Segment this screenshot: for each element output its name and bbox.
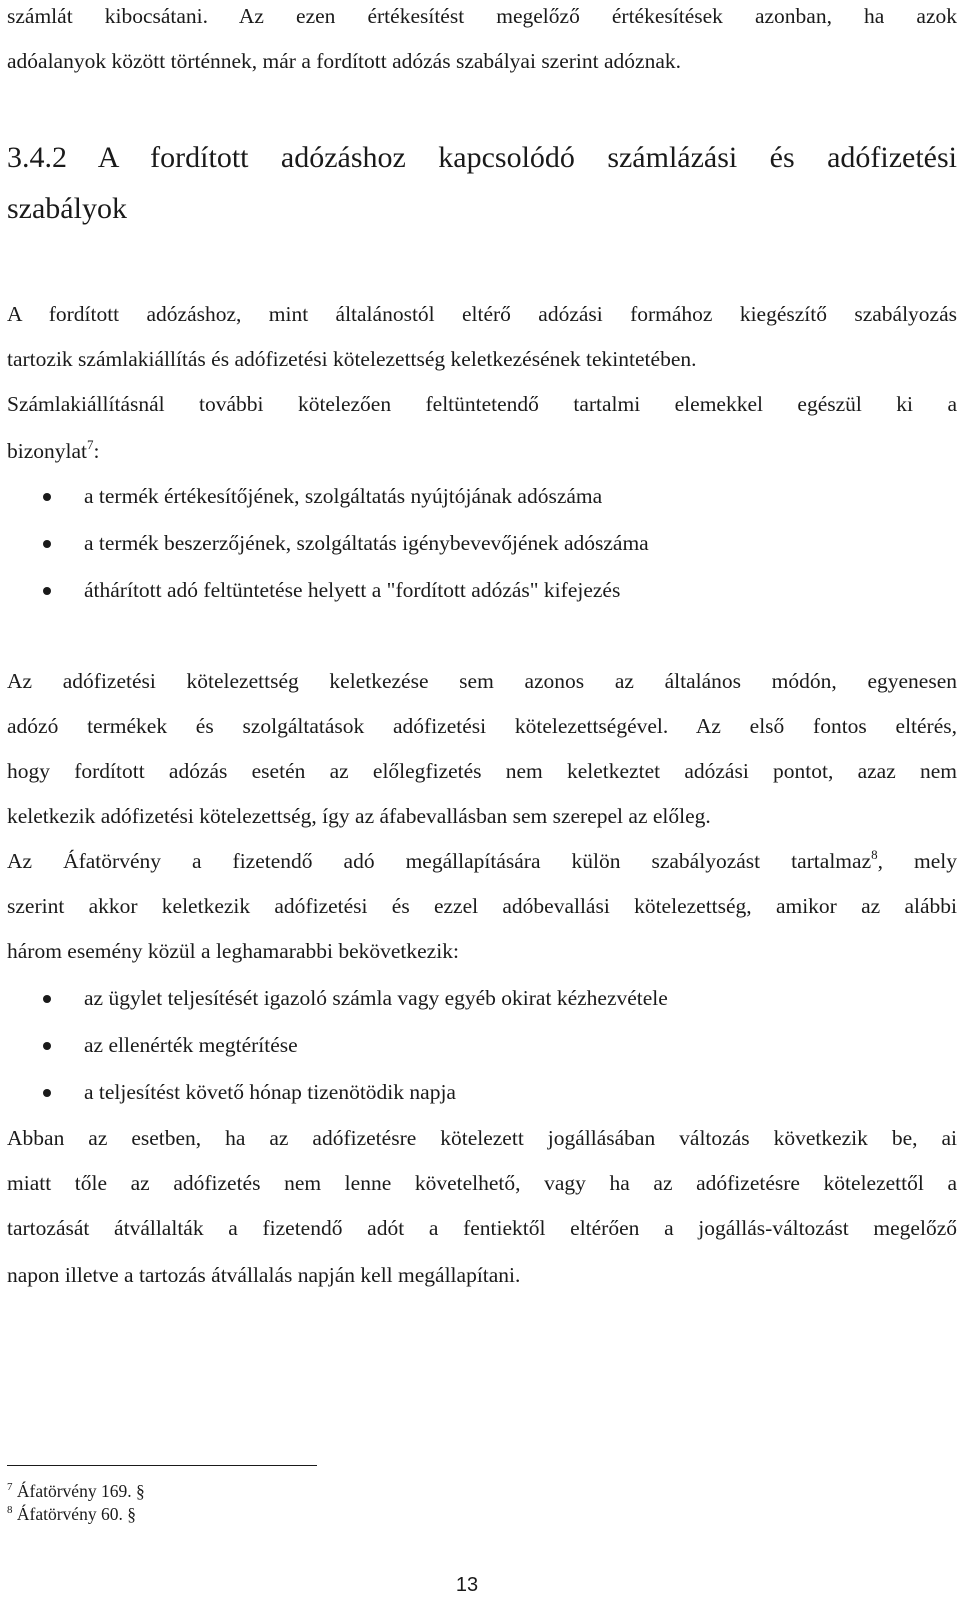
footnote-ref-8: 8 [871,847,878,862]
para2-line-4: keletkezik adófizetési kötelezettség, így az áfabevallásban sem szerepel az előleg. [7,804,711,828]
para1-line-3: Számlakiállításnál további kötelezően feltüntetendő tartalmi elemekkel egészül ki a [7,392,957,416]
list-item-text: áthárított adó feltüntetése helyett a "fordított adózás" kifejezés [84,578,621,602]
para3-line-3: tartozását átvállalták a fizetendő adót a fentiektől eltérően a jogállás-változást megelőző [7,1216,957,1240]
para3-line-2: miatt tőle az adófizetés nem lenne követelhető, vagy ha az adófizetésre kötelezettől a [7,1171,957,1195]
footnote-ref-7: 7 [87,437,94,452]
para2-line-1: Az adófizetési kötelezettség keletkezése sem azonos az általános módón, egyenesen [7,669,957,693]
section-heading-line-1: 3.4.2 A fordított adózáshoz kapcsolódó számlázási és adófizetési [7,141,957,174]
para1-line-4-colon: : [93,439,100,463]
bullet-icon [43,1042,51,1050]
para2-line-7: három esemény közül a leghamarabbi bekövetkezik: [7,939,459,963]
footnote-mark: 7 [7,1481,13,1493]
para2-line-6: szerint akkor keletkezik adófizetési és ezzel adóbevallási kötelezettség, amikor az alábbi [7,894,957,918]
footnote-text: Áfatörvény 60. § [16,1504,136,1524]
section-heading-line-2: szabályok [7,192,127,225]
para1-line-4 [7,437,957,465]
bullet-icon [43,493,51,501]
para2-line-5 [7,847,957,875]
para3-line-4: napon illetve a tartozás átvállalás napján kell megállapítani. [7,1263,521,1287]
footnote-7 [7,1480,145,1502]
list-item-text: a termék értékesítőjének, szolgáltatás nyújtójának adószáma [84,484,603,508]
footnote-8 [7,1503,136,1525]
para1-line-4-text: bizonylat [7,439,88,463]
bullet-icon [43,995,51,1003]
intro-line-1: számlát kibocsátani. Az ezen értékesítést megelőző értékesítések azonban, ha azok [7,4,957,28]
para3-line-1: Abban az esetben, ha az adófizetésre kötelezett jogállásában változás következik be, ai [7,1126,957,1150]
para2-line-5-tail: , mely [877,849,957,873]
bullet-icon [43,1089,51,1097]
list-item-text: az ügylet teljesítését igazoló számla vagy egyéb okirat kézhezvétele [84,986,668,1010]
list-item-text: a termék beszerzőjének, szolgáltatás igénybevevőjének adószáma [84,531,649,555]
para2-line-2: adózó termékek és szolgáltatások adófizetési kötelezettségével. Az első fontos eltérés, [7,714,957,738]
bullet-icon [43,540,51,548]
bullet-icon [43,587,51,595]
para2-line-3: hogy fordított adózás esetén az előlegfizetés nem keletkeztet adózási pontot, azaz nem [7,759,957,783]
footnote-mark: 8 [7,1504,13,1516]
list-item-text: az ellenérték megtérítése [84,1033,298,1057]
footnote-text: Áfatörvény 169. § [16,1481,145,1501]
para2-line-5-text: Az Áfatörvény a fizetendő adó megállapítására külön szabályozást tartalmaz [7,849,872,873]
list-item-text: a teljesítést követő hónap tizenötödik napja [84,1080,456,1104]
page-number: 13 [455,1574,479,1596]
footnote-separator [7,1465,317,1466]
para1-line-2: tartozik számlakiállítás és adófizetési kötelezettség keletkezésének tekintetében. [7,347,697,371]
para1-line-1: A fordított adózáshoz, mint általánostól eltérő adózási formához kiegészítő szabályozás [7,302,957,326]
intro-line-2: adóalanyok között történnek, már a fordított adózás szabályai szerint adóznak. [7,49,682,73]
